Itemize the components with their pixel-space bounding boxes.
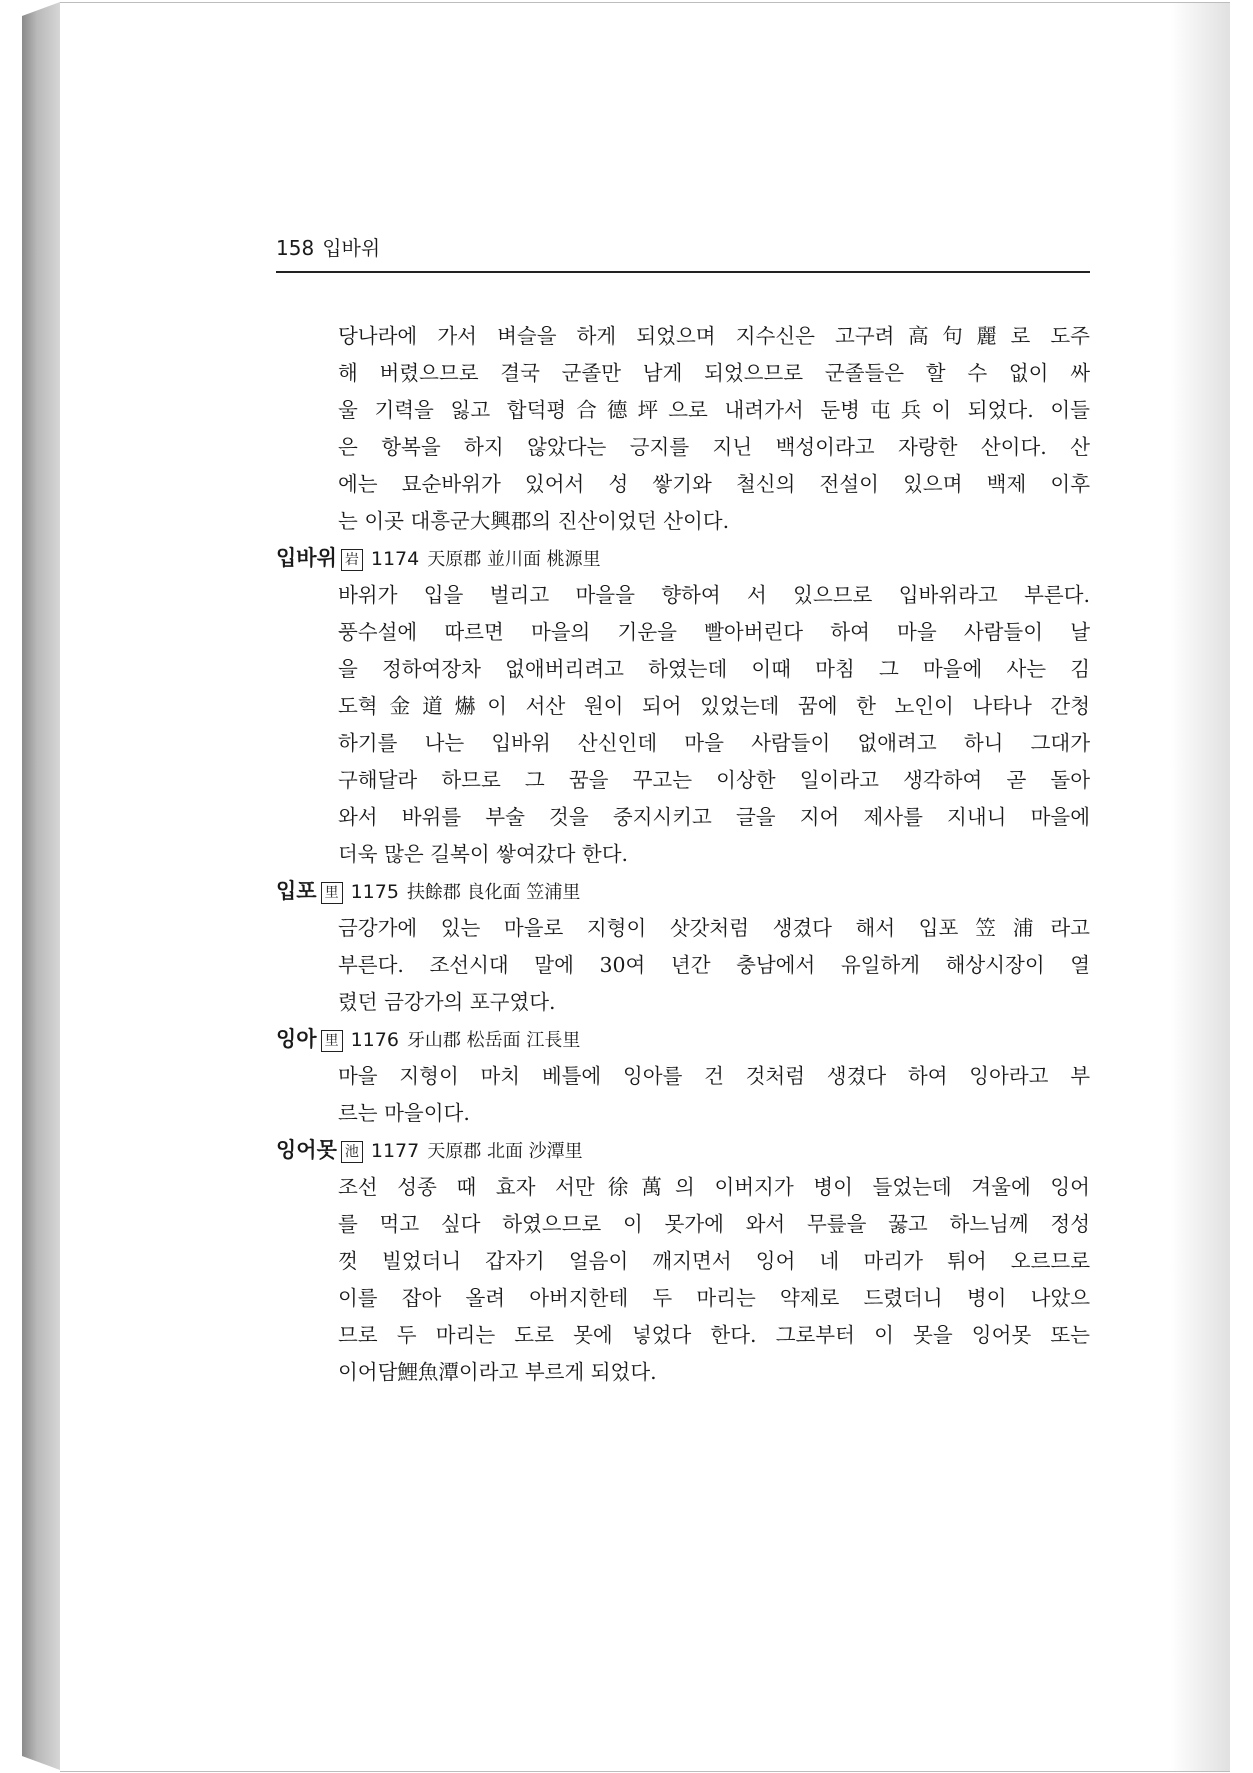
entry-term: 입바위 [276, 546, 337, 570]
text-line: 당나라에 가서 벼슬을 하게 되었으며 지수신은 고구려高句麗로 도주 [338, 324, 1090, 348]
text-line: 는 이곳 대흥군大興郡의 진산이었던 산이다. [338, 509, 730, 533]
text-line: 바위가 입을 벌리고 마을을 향하여 서 있으므로 입바위라고 부른다. [338, 583, 1090, 607]
continuation-paragraph [276, 318, 1090, 540]
entry-location: 扶餘郡 良化面 笠浦里 [406, 882, 581, 903]
category-mark-icon: 里 [321, 1030, 343, 1052]
text-line: 므로 두 마리는 도로 못에 넣었다 한다. 그로부터 이 못을 잉어못 또는 [338, 1323, 1090, 1347]
entry-term: 잉아 [276, 1027, 317, 1051]
dictionary-entry [276, 1021, 1090, 1132]
entry-term: 잉어못 [276, 1138, 337, 1162]
text-line: 부른다. 조선시대 말에 30여 년간 충남에서 유일하게 해상시장이 열 [338, 953, 1090, 977]
text-line: 금강가에 있는 마을로 지형이 삿갓처럼 생겼다 해서 입포笠浦라고 [338, 916, 1090, 940]
text-line: 이어담鯉魚潭이라고 부르게 되었다. [338, 1360, 657, 1384]
dictionary-entry [276, 1132, 1090, 1391]
running-head [276, 235, 1090, 261]
entry-term: 입포 [276, 879, 317, 903]
text-line: 을 정하여장차 없애버리려고 하였는데 이때 마침 그 마을에 사는 김 [338, 657, 1090, 681]
entry-number: 1176 [350, 1029, 399, 1051]
text-line: 르는 마을이다. [338, 1101, 470, 1125]
entry-location: 天原郡 北面 沙潭里 [427, 1141, 583, 1162]
entry-location: 天原郡 並川面 桃源里 [427, 549, 601, 570]
page-number: 158 [276, 236, 315, 260]
text-line: 은 항복을 하지 않았다는 긍지를 지닌 백성이라고 자랑한 산이다. 산 [338, 435, 1090, 459]
running-title: 입바위 [322, 236, 381, 260]
text-line: 더욱 많은 길복이 쌓여갔다 한다. [338, 842, 629, 866]
text-line: 렸던 금강가의 포구였다. [338, 990, 556, 1014]
dictionary-entry [276, 873, 1090, 1021]
dictionary-entry [276, 540, 1090, 873]
text-line: 이를 잡아 올려 아버지한테 두 마리는 약제로 드렸더니 병이 나았으 [338, 1286, 1090, 1310]
page-edge-shadow [1170, 3, 1230, 1771]
category-mark-icon: 岩 [341, 549, 363, 571]
text-line: 울 기력을 잃고 합덕평合德坪으로 내려가서 둔병屯兵이 되었다. 이들 [338, 398, 1090, 422]
entry-heading [276, 540, 1090, 577]
entry-heading [276, 873, 1090, 910]
text-line: 구해달라 하므로 그 꿈을 꾸고는 이상한 일이라고 생각하여 곧 돌아 [338, 768, 1090, 792]
page-content [276, 318, 1090, 1391]
text-line: 조선 성종 때 효자 서만徐萬의 이버지가 병이 들었는데 겨울에 잉어 [338, 1175, 1090, 1199]
text-line: 를 먹고 싶다 하였으므로 이 못가에 와서 무릎을 꿇고 하느님께 정성 [338, 1212, 1090, 1236]
header-rule [276, 271, 1090, 273]
category-mark-icon: 池 [341, 1141, 363, 1163]
text-line: 마을 지형이 마치 베틀에 잉아를 건 것처럼 생겼다 하여 잉아라고 부 [338, 1064, 1090, 1088]
entry-number: 1174 [370, 548, 420, 570]
text-line: 와서 바위를 부술 것을 중지시키고 글을 지어 제사를 지내니 마을에 [338, 805, 1090, 829]
category-mark-icon: 里 [321, 882, 343, 904]
entry-number: 1177 [370, 1140, 420, 1162]
text-line: 도혁金道爀이 서산 원이 되어 있었는데 꿈에 한 노인이 나타나 간청 [338, 694, 1090, 718]
text-line: 에는 묘순바위가 있어서 성 쌓기와 철신의 전설이 있으며 백제 이후 [338, 472, 1090, 496]
text-line: 해 버렸으므로 결국 군졸만 남게 되었으므로 군졸들은 할 수 없이 싸 [338, 361, 1090, 385]
entry-number: 1175 [350, 881, 399, 903]
text-line: 껏 빌었더니 갑자기 얼음이 깨지면서 잉어 네 마리가 튀어 오르므로 [338, 1249, 1090, 1273]
book-spine-edge [22, 2, 60, 1770]
text-line: 하기를 나는 입바위 산신인데 마을 사람들이 없애려고 하니 그대가 [338, 731, 1090, 755]
entry-location: 牙山郡 松岳面 江長里 [406, 1030, 581, 1051]
text-line: 풍수설에 따르면 마을의 기운을 빨아버린다 하여 마을 사람들이 날 [338, 620, 1090, 644]
entry-heading [276, 1021, 1090, 1058]
entry-heading [276, 1132, 1090, 1169]
